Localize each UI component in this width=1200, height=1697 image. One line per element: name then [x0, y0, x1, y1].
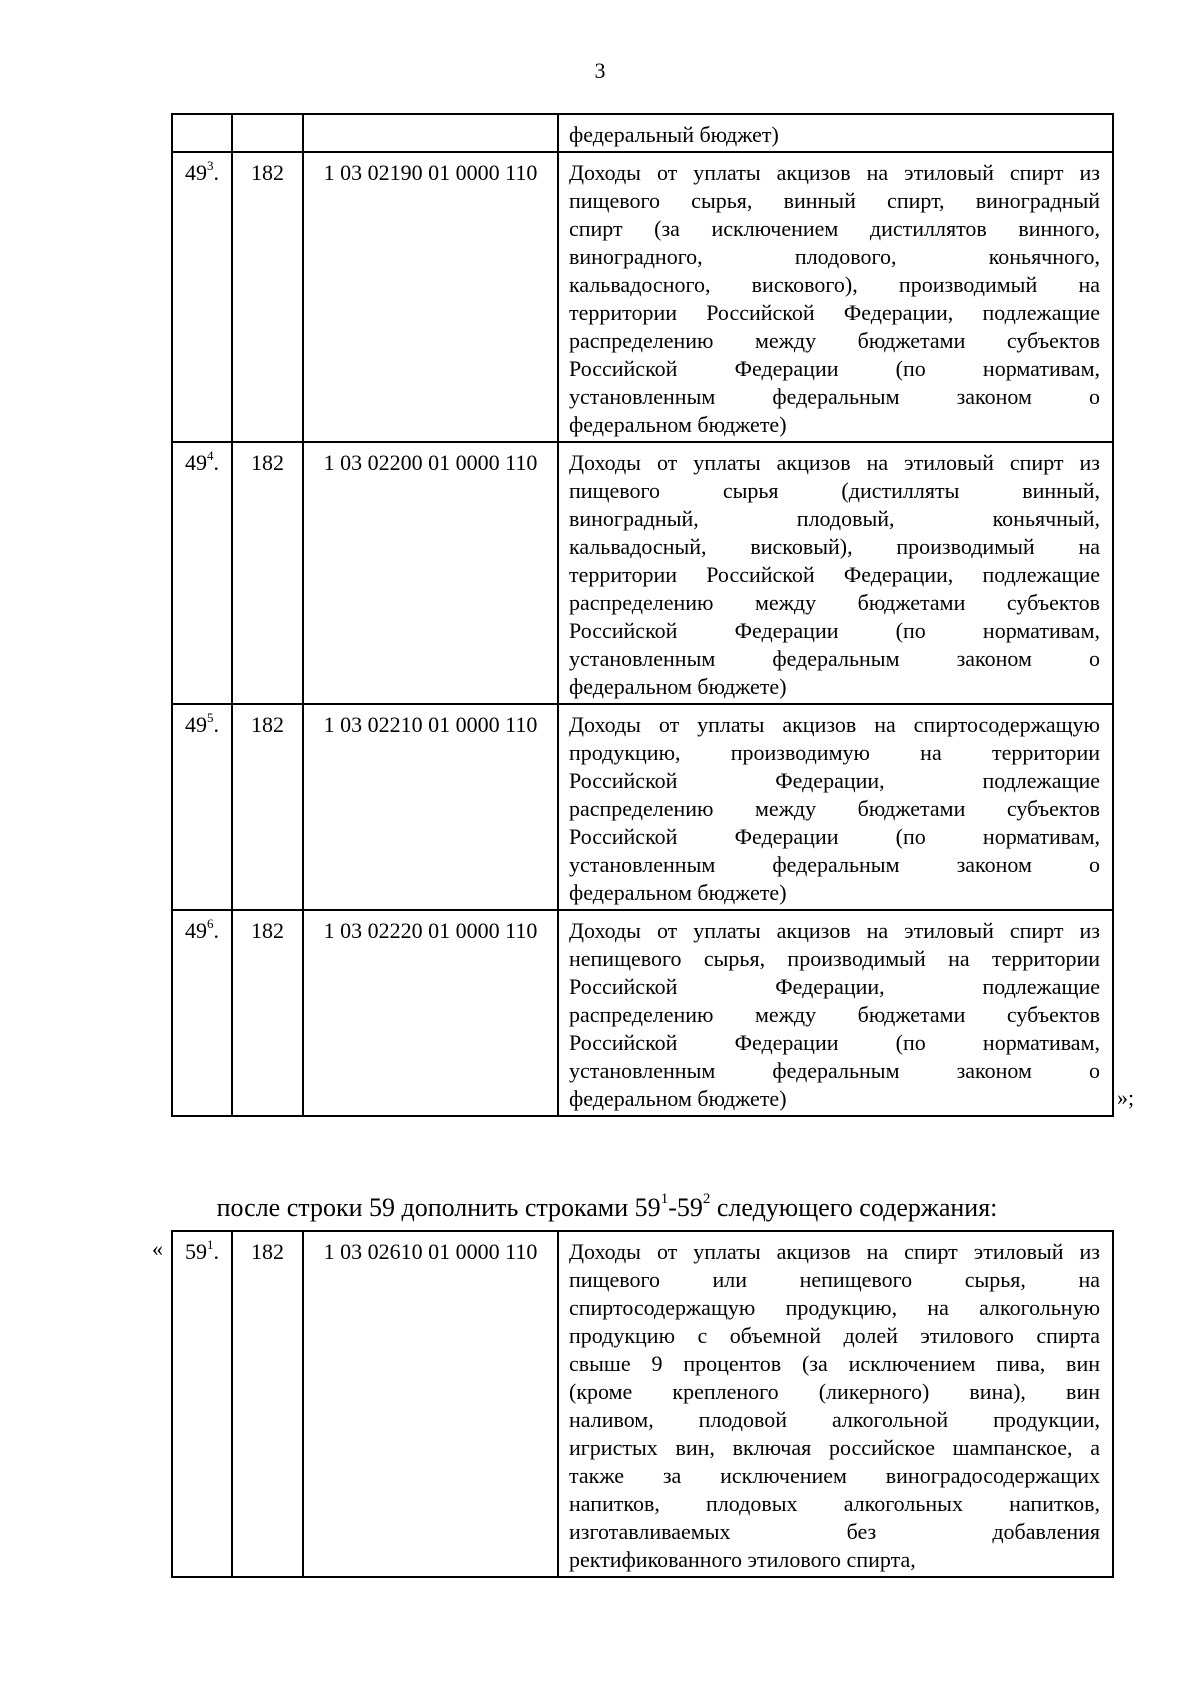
revenue-table-addition [171, 1230, 1114, 1578]
amendment-instruction [0, 1193, 1200, 1223]
revenue-description-cell [558, 910, 1113, 1116]
instruction-prefix: после строки 59 дополнить строками 59 [216, 1193, 661, 1222]
description-line: кальвадосного, вискового), производимый на [569, 272, 1100, 297]
page-number: 3 [594, 58, 606, 83]
description-line: продукцию с объемной долей этилового спирта [569, 1323, 1100, 1348]
row-number-cell [172, 910, 232, 1116]
budget-classification-code-cell: 1 03 02220 01 0000 110 [303, 910, 558, 1116]
description-line: (кроме крепленого (ликерного) вина), вин [569, 1379, 1100, 1404]
revenue-description-cell [558, 114, 1113, 152]
admin-code-cell: 182 [232, 910, 303, 1116]
description-line: Российской Федерации (по нормативам, [569, 356, 1100, 381]
description-line: свыше 9 процентов (за исключением пива, вин [569, 1351, 1100, 1376]
description-line: пищевого или непищевого сырья, на [569, 1267, 1100, 1292]
description-line: спиртосодержащую продукцию, на алкогольную [569, 1295, 1100, 1320]
description-line: виноградный, плодовый, коньячный, [569, 506, 1100, 531]
instruction-sup1: 1 [660, 1191, 669, 1208]
instruction-mid: -59 [668, 1193, 703, 1222]
admin-code-cell: 182 [232, 704, 303, 910]
instruction-suffix: следующего содержания: [710, 1193, 998, 1222]
revenue-description-cell [558, 704, 1113, 910]
description-line: Российской Федерации, подлежащие [569, 768, 1100, 793]
admin-code-cell [232, 114, 303, 152]
row-number-superscript: 5 [207, 709, 214, 725]
description-line: Российской Федерации (по нормативам, [569, 618, 1100, 643]
instruction-sup2: 2 [702, 1191, 711, 1208]
description-line: Доходы от уплаты акцизов на спирт этиловый из [569, 1239, 1100, 1264]
row-number-cell [172, 114, 232, 152]
revenue-table [171, 113, 1114, 1117]
revenue-description-cell [558, 152, 1113, 442]
description-line: Доходы от уплаты акцизов на этиловый спирт из [569, 918, 1100, 943]
description-line: установленным федеральным законом о [569, 646, 1100, 671]
description-line: изготавливаемых без добавления [569, 1519, 1100, 1544]
budget-classification-code-cell: 1 03 02210 01 0000 110 [303, 704, 558, 910]
closing-quote: »; [1117, 1085, 1135, 1110]
description-line: федеральном бюджете) [569, 412, 787, 437]
budget-classification-code-cell: 1 03 02200 01 0000 110 [303, 442, 558, 704]
description-line: Российской Федерации, подлежащие [569, 974, 1100, 999]
admin-code-cell: 182 [232, 1231, 303, 1577]
table-row [172, 442, 1113, 704]
row-number-cell [172, 442, 232, 704]
description-line: Российской Федерации (по нормативам, [569, 1030, 1100, 1055]
admin-code-cell: 182 [232, 152, 303, 442]
description-line: кальвадосный, висковый), производимый на [569, 534, 1100, 559]
description-line: ректификованного этилового спирта, [569, 1547, 916, 1572]
description-line: установленным федеральным законом о [569, 1058, 1100, 1083]
description-line: продукцию, производимую на территории [569, 740, 1100, 765]
description-line: установленным федеральным законом о [569, 384, 1100, 409]
description-line: установленным федеральным законом о [569, 852, 1100, 877]
description-line: виноградного, плодового, коньячного, [569, 244, 1100, 269]
row-number-superscript: 6 [207, 915, 214, 931]
description-line: непищевого сырья, производимый на территории [569, 946, 1100, 971]
description-line: Доходы от уплаты акцизов на спиртосодержащую [569, 712, 1100, 737]
description-line: распределению между бюджетами субъектов [569, 1002, 1100, 1027]
budget-classification-code-cell: 1 03 02190 01 0000 110 [303, 152, 558, 442]
row-number-dot: . [213, 712, 219, 737]
row-number-superscript: 3 [207, 157, 214, 173]
admin-code-cell: 182 [232, 442, 303, 704]
description-line: распределению между бюджетами субъектов [569, 328, 1100, 353]
description-line: напитков, плодовых алкогольных напитков, [569, 1491, 1100, 1516]
row-number-cell [172, 152, 232, 442]
budget-classification-code-cell: 1 03 02610 01 0000 110 [303, 1231, 558, 1577]
description-line: также за исключением виноградосодержащих [569, 1463, 1100, 1488]
description-line: Доходы от уплаты акцизов на этиловый спирт из [569, 160, 1100, 185]
description-line: территории Российской Федерации, подлежащие [569, 562, 1100, 587]
description-line: спирт (за исключением дистиллятов винного, [569, 216, 1100, 241]
row-number-dot: . [213, 450, 219, 475]
table-row [172, 1231, 1113, 1577]
row-number-dot: . [213, 160, 219, 185]
description-line: наливом, плодовой алкогольной продукции, [569, 1407, 1100, 1432]
description-line: федеральном бюджете) [569, 674, 787, 699]
description-line: Российской Федерации (по нормативам, [569, 824, 1100, 849]
budget-classification-code-cell [303, 114, 558, 152]
description-line: пищевого сырья (дистилляты винный, [569, 478, 1100, 503]
description-line: распределению между бюджетами субъектов [569, 796, 1100, 821]
row-number-cell [172, 1231, 232, 1577]
row-number: 49 [185, 450, 207, 475]
row-number: 49 [185, 160, 207, 185]
table-row [172, 704, 1113, 910]
row-number: 59 [185, 1239, 207, 1264]
description-line: игристых вин, включая российское шампанское, а [569, 1435, 1100, 1460]
row-number-dot: . [213, 1239, 219, 1264]
description-line: территории Российской Федерации, подлежащие [569, 300, 1100, 325]
description-line: распределению между бюджетами субъектов [569, 590, 1100, 615]
opening-quote: « [152, 1236, 163, 1261]
description-line: федеральном бюджете) [569, 880, 787, 905]
description-line: Доходы от уплаты акцизов на этиловый спирт из [569, 450, 1100, 475]
row-number: 49 [185, 712, 207, 737]
table-row [172, 910, 1113, 1116]
row-number-superscript: 4 [207, 447, 214, 463]
revenue-description-cell [558, 442, 1113, 704]
table-row [172, 152, 1113, 442]
revenue-description-cell [558, 1231, 1113, 1577]
table-row [172, 114, 1113, 152]
description-line: пищевого сырья, винный спирт, виноградный [569, 188, 1100, 213]
row-number-superscript: 1 [207, 1236, 214, 1252]
description-line: федеральном бюджете) [569, 1086, 787, 1111]
description-line: федеральный бюджет) [569, 122, 779, 147]
row-number-cell [172, 704, 232, 910]
row-number-dot: . [213, 918, 219, 943]
row-number: 49 [185, 918, 207, 943]
